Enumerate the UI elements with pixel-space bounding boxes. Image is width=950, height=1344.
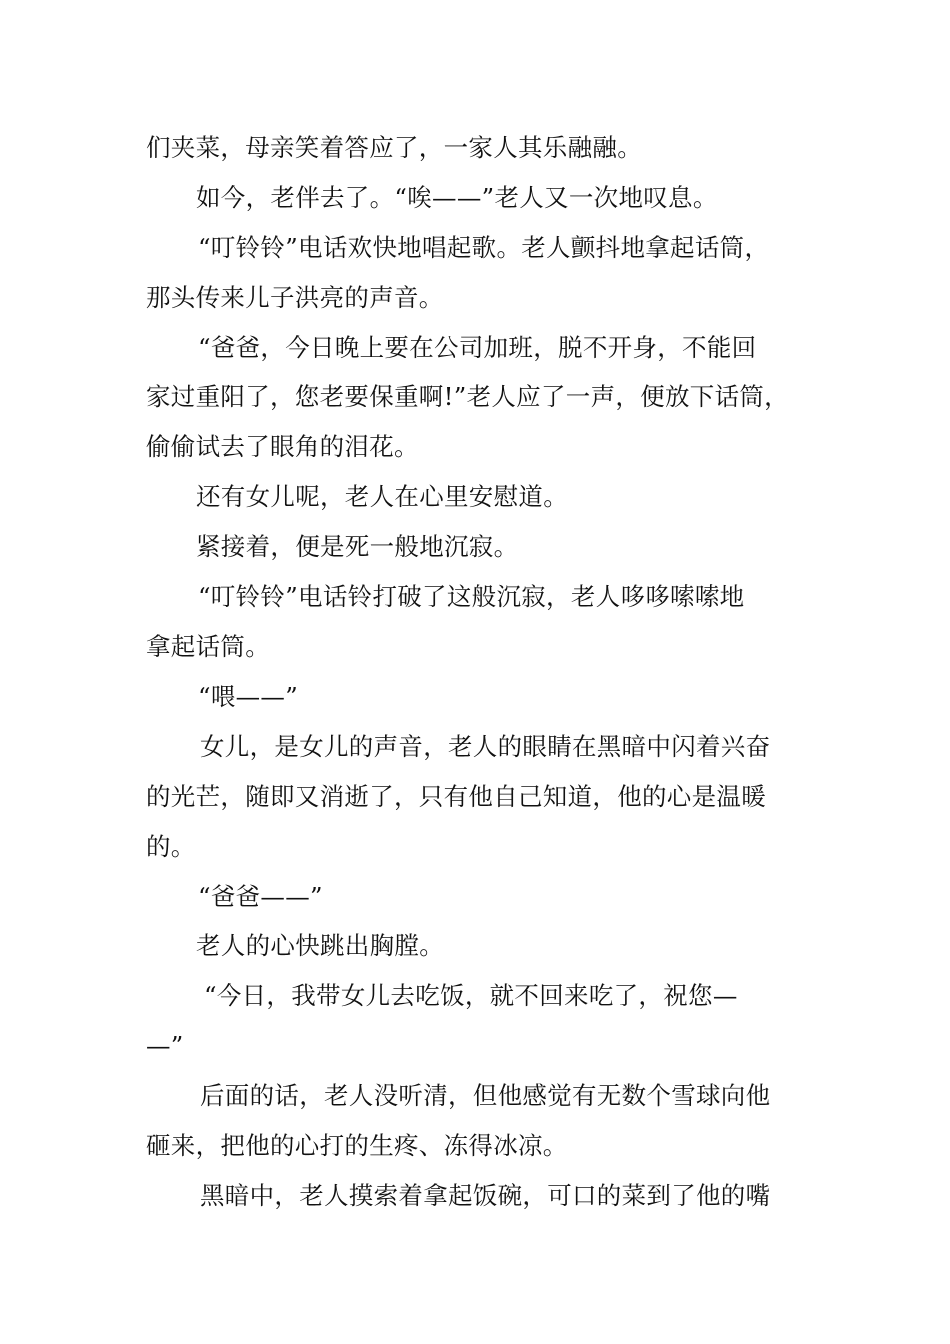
text-line: “喂——”	[198, 682, 299, 711]
text-line: “今日，我带女儿去吃饭，就不回来吃了，祝您—	[204, 981, 738, 1010]
text-line: —”	[146, 1031, 184, 1060]
text-line: 拿起话筒。	[146, 632, 270, 661]
text-line: 老人的心快跳出胸膛。	[196, 931, 444, 960]
text-line: 黑暗中，老人摸索着拿起饭碗，可口的菜到了他的嘴	[200, 1181, 771, 1210]
text-line: 后面的话，老人没听清，但他感觉有无数个雪球向他	[200, 1081, 771, 1110]
text-line: 偷偷试去了眼角的泪花。	[146, 432, 419, 461]
text-line: 砸来，把他的心打的生疼、冻得冰凉。	[146, 1131, 568, 1160]
text-line: 的光芒，随即又消逝了，只有他自己知道，他的心是温暖	[146, 782, 766, 811]
text-line: “爸爸——”	[198, 882, 323, 911]
text-line: 紧接着，便是死一般地沉寂。	[196, 532, 519, 561]
text-line: 还有女儿呢，老人在心里安慰道。	[196, 482, 568, 511]
text-line: 那头传来儿子洪亮的声音。	[146, 283, 444, 312]
text-line: “爸爸，今日晚上要在公司加班，脱不开身，不能回	[198, 333, 757, 362]
text-line: 家过重阳了，您老要保重啊!”老人应了一声，便放下话筒，	[146, 382, 789, 411]
text-line: 女儿，是女儿的声音，老人的眼睛在黑暗中闪着兴奋	[200, 732, 771, 761]
text-line: “叮铃铃”电话铃打破了这般沉寂，老人哆哆嗦嗦地	[198, 582, 745, 611]
text-line: “叮铃铃”电话欢快地唱起歌。老人颤抖地拿起话筒，	[198, 233, 770, 262]
text-line: 如今，老伴去了。“唉——”老人又一次地叹息。	[196, 183, 718, 212]
text-line: 的。	[146, 832, 196, 861]
text-line: 们夹菜，母亲笑着答应了，一家人其乐融融。	[146, 133, 642, 162]
